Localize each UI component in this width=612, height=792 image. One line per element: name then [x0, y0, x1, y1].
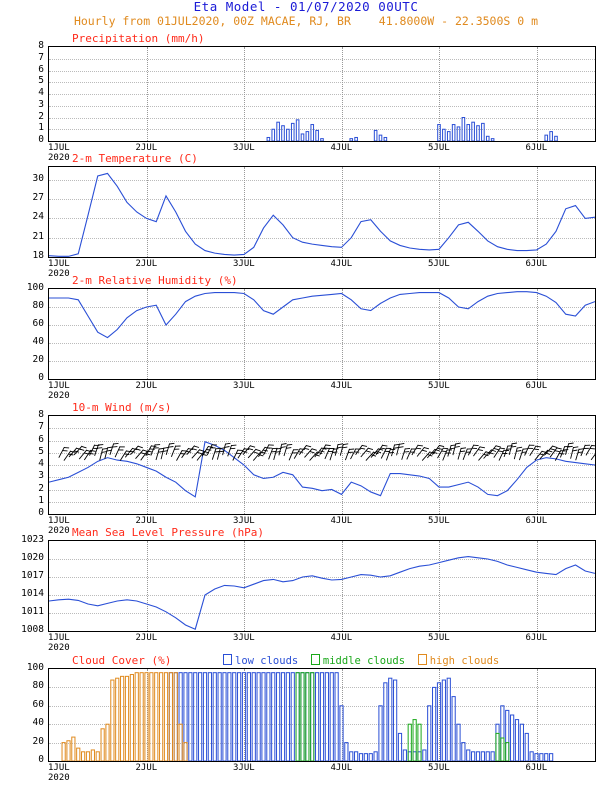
run-info-line — [0, 14, 612, 28]
bar — [238, 673, 241, 761]
bar — [203, 673, 206, 761]
bar — [291, 673, 294, 761]
bar — [477, 126, 480, 141]
x-tick-label: 2JUL — [135, 143, 158, 153]
plot-area-0 — [49, 47, 595, 141]
bar — [394, 680, 397, 761]
x-tick-label: 3JUL — [233, 763, 255, 773]
wind-barb — [79, 450, 91, 459]
wind-barb — [233, 450, 243, 461]
y-tick-label: 8 — [38, 40, 44, 51]
y-tick-label: 1008 — [21, 624, 44, 635]
bar — [101, 729, 104, 761]
wind-barb — [284, 444, 292, 456]
x-tick-label: 5JUL — [428, 516, 450, 526]
bar — [160, 673, 163, 761]
y-tick-label: 5 — [38, 75, 44, 87]
bar — [306, 673, 309, 761]
bar — [398, 733, 401, 761]
bar — [355, 752, 358, 761]
bar — [340, 706, 343, 761]
bar — [520, 724, 523, 761]
bar — [325, 673, 328, 761]
bar — [174, 673, 177, 761]
bar — [369, 754, 372, 761]
bar — [233, 673, 236, 761]
x-tick-label: 5JUL — [428, 633, 450, 643]
wind-barb — [156, 448, 164, 460]
bar — [486, 136, 489, 141]
bar — [277, 122, 280, 141]
y-tick-label: 80 — [32, 680, 44, 692]
y-tick-label: 1017 — [21, 570, 44, 581]
bar — [306, 132, 309, 141]
bar — [116, 678, 119, 761]
bar — [281, 673, 284, 761]
bar — [359, 754, 362, 761]
data-curve — [49, 292, 595, 338]
y-tick-label: 7 — [38, 421, 44, 433]
wind-barb — [458, 448, 466, 460]
x-tick-label: 4JUL — [330, 516, 353, 526]
wind-barb — [187, 446, 199, 455]
y-tick-label: 8 — [38, 409, 44, 420]
bar — [481, 752, 484, 761]
bar — [443, 129, 446, 141]
panel-title-2: 2-m Relative Humidity (%) — [72, 274, 238, 287]
bar — [438, 125, 441, 141]
y-tick-label: 2 — [38, 482, 44, 494]
bar — [213, 673, 216, 761]
y-tick-label: 0 — [38, 134, 44, 145]
y-tick-label: 4 — [38, 87, 44, 98]
bar — [379, 706, 382, 761]
bar — [169, 673, 172, 761]
bar — [515, 720, 518, 761]
bar — [86, 752, 89, 761]
panel-title-5: Cloud Cover (%) — [72, 654, 172, 667]
bar — [252, 673, 255, 761]
bar — [428, 706, 431, 761]
wind-barb — [299, 445, 311, 455]
x-tick-label: 2JUL — [135, 633, 158, 643]
bar — [462, 743, 465, 761]
bar — [106, 724, 109, 761]
bar — [364, 754, 367, 761]
bar — [476, 752, 479, 761]
y-tick-label: 60 — [32, 318, 44, 329]
bar — [525, 733, 528, 761]
wind-barb — [361, 448, 373, 457]
data-curve — [49, 557, 595, 630]
x-tick-label: 5JUL — [428, 259, 450, 269]
plot-graphics-2 — [49, 289, 595, 379]
x-tick-label: 5JUL — [428, 381, 450, 391]
bar — [437, 683, 440, 761]
y-tick-label: 27 — [32, 192, 44, 204]
bar — [287, 129, 290, 141]
x-tick-label: 2JUL — [135, 763, 158, 773]
y-tick-label: 6 — [38, 433, 44, 445]
bar — [164, 673, 167, 761]
data-curve — [49, 173, 595, 256]
wind-barb — [243, 445, 255, 454]
panel-title-3: 10-m Wind (m/s) — [72, 401, 172, 414]
wind-barb — [412, 445, 423, 455]
plot-panel-5 — [48, 668, 596, 762]
wind-barb — [422, 452, 434, 461]
x-tick-label: 6JUL — [525, 633, 548, 643]
y-tick-label: 21 — [32, 230, 44, 242]
x-tick-label: 4JUL — [330, 763, 353, 773]
bar — [384, 137, 387, 141]
x-tick-label: 3JUL — [233, 633, 255, 643]
wind-barb — [177, 450, 188, 461]
x-tick-label: 4JUL — [330, 633, 353, 643]
bar — [228, 673, 231, 761]
bar — [350, 139, 353, 141]
plot-panel-4 — [48, 540, 596, 632]
bar — [472, 752, 475, 761]
y-tick-label: 0 — [38, 754, 44, 765]
plot-area-1 — [49, 167, 595, 257]
bar — [506, 743, 509, 761]
x-tick-label: 4JUL — [330, 143, 353, 153]
bar — [423, 750, 426, 761]
x-tick-label: 2JUL — [135, 259, 158, 269]
bar — [82, 752, 85, 761]
bar — [330, 673, 333, 761]
x-tick-label: 1JUL — [48, 633, 70, 643]
bar — [199, 673, 202, 761]
station-coords: 41.8000W - 22.3500S 0 m — [378, 14, 539, 28]
plot-panel-2 — [48, 288, 596, 380]
y-tick-label: 80 — [32, 300, 44, 311]
x-tick-label: 3JUL — [233, 143, 255, 153]
bar — [272, 129, 275, 141]
bar — [413, 720, 416, 761]
x-axis-year: 2020 — [48, 773, 70, 783]
x-tick-label: 5JUL — [428, 763, 450, 773]
bar — [286, 673, 289, 761]
bar — [389, 678, 392, 761]
bar — [291, 123, 294, 141]
plot-graphics-5 — [49, 669, 595, 761]
bar — [91, 750, 94, 761]
bar — [374, 752, 377, 761]
plot-panel-1 — [48, 166, 596, 258]
bar — [218, 673, 221, 761]
bar — [545, 135, 548, 141]
bar — [501, 738, 504, 761]
bar — [257, 673, 260, 761]
x-tick-label: 3JUL — [233, 516, 255, 526]
y-tick-label: 1023 — [21, 534, 44, 545]
bar — [135, 673, 138, 761]
y-tick-label: 100 — [26, 282, 44, 293]
wind-barb — [340, 444, 348, 456]
x-tick-label: 6JUL — [525, 381, 548, 391]
x-tick-label: 4JUL — [330, 259, 353, 269]
bar — [72, 737, 75, 761]
y-tick-label: 1 — [38, 122, 44, 134]
bar — [530, 752, 533, 761]
bar — [491, 139, 494, 141]
run-info-left: Hourly from 01JUL2020, 00Z MACAE, RJ, BR — [73, 14, 351, 28]
y-tick-label: 40 — [32, 717, 44, 729]
wind-barb — [356, 445, 367, 455]
wind-barb — [330, 449, 338, 461]
plot-area-4 — [49, 541, 595, 631]
bar — [155, 673, 158, 761]
bar — [242, 673, 245, 761]
bar — [550, 754, 553, 761]
x-tick-label: 4JUL — [330, 381, 353, 391]
bar — [550, 132, 553, 141]
x-tick-label: 1JUL — [48, 259, 70, 269]
bar — [320, 673, 323, 761]
y-tick-label: 3 — [38, 470, 44, 482]
wind-barb — [130, 446, 142, 455]
x-tick-label: 6JUL — [525, 516, 548, 526]
bar — [179, 724, 182, 761]
y-tick-label: 0 — [38, 507, 44, 518]
bar — [267, 673, 270, 761]
bar — [447, 132, 450, 141]
x-tick-label: 1JUL — [48, 516, 70, 526]
bar — [452, 697, 455, 761]
bar — [433, 687, 436, 761]
bar — [301, 673, 304, 761]
x-tick-label: 6JUL — [525, 763, 548, 773]
bar — [350, 752, 353, 761]
bar — [447, 678, 450, 761]
bar — [130, 675, 133, 761]
y-tick-label: 3 — [38, 98, 44, 110]
bar — [316, 673, 319, 761]
x-axis-year: 2020 — [48, 269, 70, 279]
bar — [545, 754, 548, 761]
bar — [384, 683, 387, 761]
y-tick-label: 20 — [32, 354, 44, 365]
y-tick-label: 0 — [38, 372, 44, 383]
panel-title-0: Precipitation (mm/h) — [72, 32, 205, 45]
bar — [486, 752, 489, 761]
y-tick-label: 6 — [38, 63, 44, 75]
bar — [457, 127, 460, 141]
bar — [223, 673, 226, 761]
bar — [467, 125, 470, 141]
x-tick-label: 2JUL — [135, 381, 158, 391]
bar — [296, 120, 299, 141]
bar — [296, 673, 299, 761]
bar — [301, 134, 304, 141]
bar — [262, 673, 265, 761]
y-tick-label: 40 — [32, 336, 44, 347]
bar — [189, 673, 192, 761]
y-tick-label: 2 — [38, 110, 44, 122]
plot-area-3 — [49, 416, 595, 514]
bar — [277, 673, 280, 761]
bar — [111, 680, 114, 761]
bar — [555, 136, 558, 141]
plot-area-5 — [49, 669, 595, 761]
bar — [282, 126, 285, 141]
plot-graphics-4 — [49, 541, 595, 631]
x-tick-label: 3JUL — [233, 259, 255, 269]
y-tick-label: 1011 — [21, 606, 44, 617]
plot-panel-0 — [48, 46, 596, 142]
wind-barb — [560, 446, 569, 457]
x-tick-label: 1JUL — [48, 763, 70, 773]
bar — [316, 130, 319, 141]
model-title: Eta Model - 01/07/2020 00UTC — [193, 0, 419, 14]
bar — [267, 137, 270, 141]
wind-barb — [289, 449, 298, 460]
bar — [184, 743, 187, 761]
x-tick-label: 6JUL — [525, 259, 548, 269]
y-tick-label: 5 — [38, 445, 44, 457]
wind-barb — [468, 445, 478, 456]
bar — [145, 673, 148, 761]
bar — [374, 130, 377, 141]
panel-title-4: Mean Sea Level Pressure (hPa) — [72, 526, 265, 539]
bar — [345, 743, 348, 761]
wind-barb — [279, 444, 287, 456]
x-tick-label: 2JUL — [135, 516, 158, 526]
bar — [442, 680, 445, 761]
bar — [408, 724, 411, 761]
y-tick-label: 4 — [38, 458, 44, 469]
bar — [321, 139, 324, 141]
x-tick-label: 1JUL — [48, 143, 70, 153]
x-axis-year: 2020 — [48, 526, 70, 536]
bar — [403, 750, 406, 761]
bar — [540, 754, 543, 761]
bar — [496, 733, 499, 761]
plot-panel-3 — [48, 415, 596, 515]
bar — [457, 724, 460, 761]
bar — [311, 125, 314, 141]
x-axis-year: 2020 — [48, 153, 70, 163]
bar — [208, 673, 211, 761]
bar — [511, 715, 514, 761]
y-tick-label: 30 — [32, 172, 44, 184]
bar — [121, 676, 124, 761]
bar — [467, 750, 470, 761]
bar — [379, 135, 382, 141]
x-tick-label: 1JUL — [48, 381, 70, 391]
y-tick-label: 60 — [32, 698, 44, 710]
bar — [452, 125, 455, 141]
bar — [67, 741, 70, 761]
y-tick-label: 18 — [32, 250, 44, 261]
bar — [311, 673, 314, 761]
wind-barb — [591, 450, 595, 460]
bar — [355, 137, 358, 141]
bar — [194, 673, 197, 761]
y-tick-label: 24 — [32, 211, 44, 223]
wind-barb — [514, 447, 522, 459]
bar — [125, 676, 128, 761]
bar — [247, 673, 250, 761]
wind-barb — [586, 445, 595, 455]
bar — [77, 748, 80, 761]
bar — [462, 118, 465, 142]
bar — [535, 754, 538, 761]
plot-area-2 — [49, 289, 595, 379]
x-tick-label: 5JUL — [428, 143, 450, 153]
plot-graphics-3 — [49, 416, 595, 514]
wind-barb — [74, 446, 86, 455]
plot-graphics-1 — [49, 167, 595, 257]
x-axis-year: 2020 — [48, 391, 70, 401]
bar — [482, 123, 485, 141]
y-tick-label: 1020 — [21, 552, 44, 563]
chart-header — [0, 0, 612, 28]
bar — [272, 673, 275, 761]
y-tick-label: 100 — [26, 662, 44, 673]
bar — [62, 743, 65, 761]
bar — [140, 673, 143, 761]
y-tick-label: 1 — [38, 494, 44, 506]
bar — [472, 122, 475, 141]
wind-barb — [397, 443, 405, 455]
wind-barb — [386, 449, 395, 460]
x-tick-label: 6JUL — [525, 143, 548, 153]
panel-title-1: 2-m Temperature (C) — [72, 152, 198, 165]
bar — [150, 673, 153, 761]
cloud-cover-legend: low clouds middle clouds high clouds — [223, 654, 499, 667]
x-axis-year: 2020 — [48, 643, 70, 653]
bar — [96, 752, 99, 761]
bar — [418, 724, 421, 761]
bar — [335, 673, 338, 761]
plot-graphics-0 — [49, 47, 595, 141]
y-tick-label: 7 — [38, 51, 44, 63]
y-tick-label: 1014 — [21, 588, 44, 599]
x-tick-label: 3JUL — [233, 381, 255, 391]
bar — [491, 752, 494, 761]
y-tick-label: 20 — [32, 735, 44, 747]
